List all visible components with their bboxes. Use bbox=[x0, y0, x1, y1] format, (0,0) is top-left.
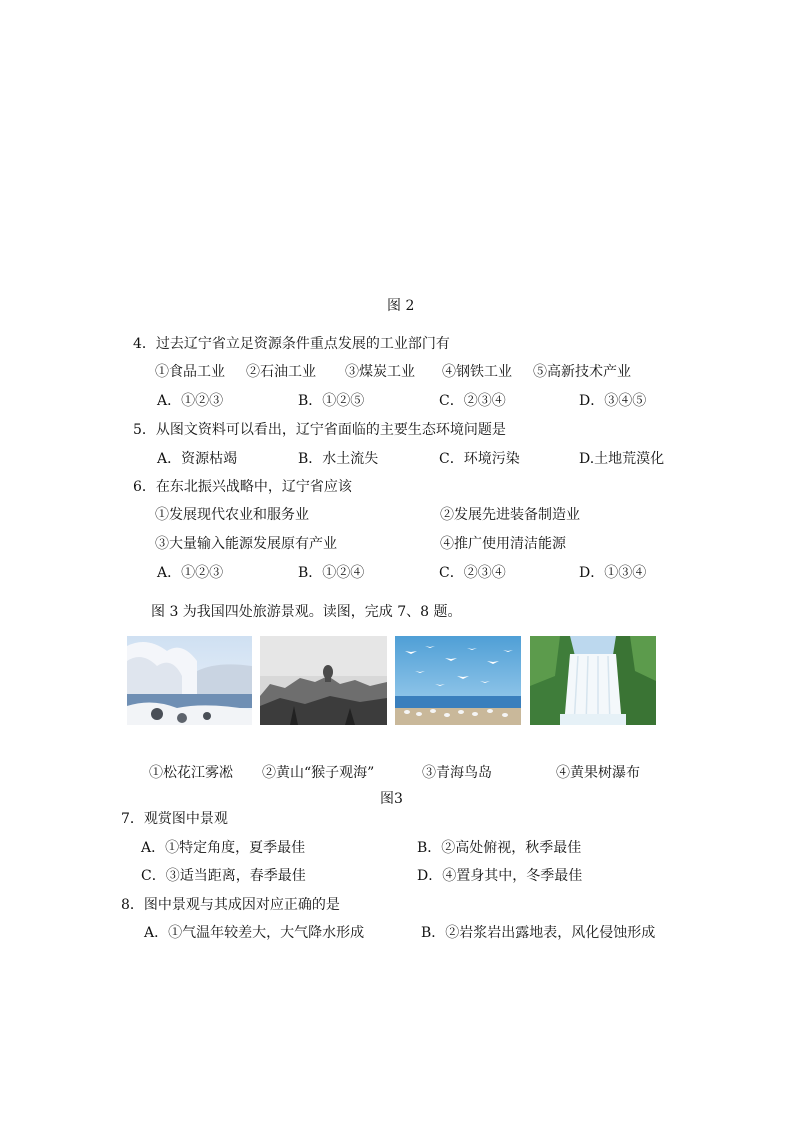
question-6-item: ③大量输入能源发展原有产业 bbox=[155, 536, 337, 552]
figure-3-intro: 图 3 为我国四处旅游景观。读图，完成 7、8 题。 bbox=[151, 604, 462, 620]
question-8-stem: 8．图中景观与其成因对应正确的是 bbox=[121, 897, 340, 913]
question-4-item: ①食品工业 bbox=[155, 364, 225, 380]
question-5-option-a: A．资源枯竭 bbox=[157, 451, 238, 467]
photo-qinghai-bird-island bbox=[395, 636, 521, 725]
question-6-stem: 6．在东北振兴战略中，辽宁省应该 bbox=[133, 479, 352, 495]
question-6-option-b: B．①②④ bbox=[298, 565, 365, 581]
photo-label-3: ③青海鸟岛 bbox=[422, 765, 492, 781]
photo-huangshan-rocks bbox=[260, 636, 387, 725]
question-6-option-d: D．①③④ bbox=[579, 565, 647, 581]
question-5-option-c: C．环境污染 bbox=[439, 451, 520, 467]
question-4-item: ④钢铁工业 bbox=[442, 364, 512, 380]
question-7-option-a: A．①特定角度，夏季最佳 bbox=[141, 840, 306, 856]
question-7-option-d: D．④置身其中，冬季最佳 bbox=[417, 868, 583, 884]
question-4-option-b: B．①②⑤ bbox=[298, 393, 365, 409]
question-5-option-b: B．水土流失 bbox=[298, 451, 379, 467]
photo-label-1: ①松花江雾凇 bbox=[149, 765, 233, 781]
question-6-item: ①发展现代农业和服务业 bbox=[155, 507, 309, 523]
question-8-option-b: B．②岩浆岩出露地表，风化侵蚀形成 bbox=[421, 925, 656, 941]
question-4-item: ③煤炭工业 bbox=[345, 364, 415, 380]
question-5-stem: 5．从图文资料可以看出，辽宁省面临的主要生态环境问题是 bbox=[133, 422, 506, 438]
question-4-stem: 4．过去辽宁省立足资源条件重点发展的工业部门有 bbox=[133, 336, 450, 352]
question-6-option-a: A．①②③ bbox=[157, 565, 224, 581]
question-4-item: ⑤高新技术产业 bbox=[533, 364, 631, 380]
question-7-option-c: C．③适当距离，春季最佳 bbox=[141, 868, 306, 884]
figure-3-caption: 图3 bbox=[380, 791, 403, 807]
question-7-option-b: B．②高处俯视，秋季最佳 bbox=[417, 840, 582, 856]
question-6-item: ②发展先进装备制造业 bbox=[440, 507, 580, 523]
question-8-option-a: A．①气温年较差大，大气降水形成 bbox=[144, 925, 365, 941]
photo-label-2: ②黄山“猴子观海” bbox=[262, 765, 375, 781]
photo-songhua-rime bbox=[127, 636, 252, 725]
question-5-option-d: D.土地荒漠化 bbox=[579, 451, 665, 467]
question-4-option-c: C．②③④ bbox=[439, 393, 506, 409]
question-4-item: ②石油工业 bbox=[246, 364, 316, 380]
photo-huangguoshu-waterfall bbox=[530, 636, 656, 725]
question-4-option-d: D．③④⑤ bbox=[579, 393, 647, 409]
figure-2-caption: 图 2 bbox=[387, 298, 415, 314]
photo-label-4: ④黄果树瀑布 bbox=[556, 765, 640, 781]
question-6-option-c: C．②③④ bbox=[439, 565, 506, 581]
question-7-stem: 7．观赏图中景观 bbox=[121, 811, 228, 827]
question-6-item: ④推广使用清洁能源 bbox=[440, 536, 566, 552]
question-4-option-a: A．①②③ bbox=[157, 393, 224, 409]
